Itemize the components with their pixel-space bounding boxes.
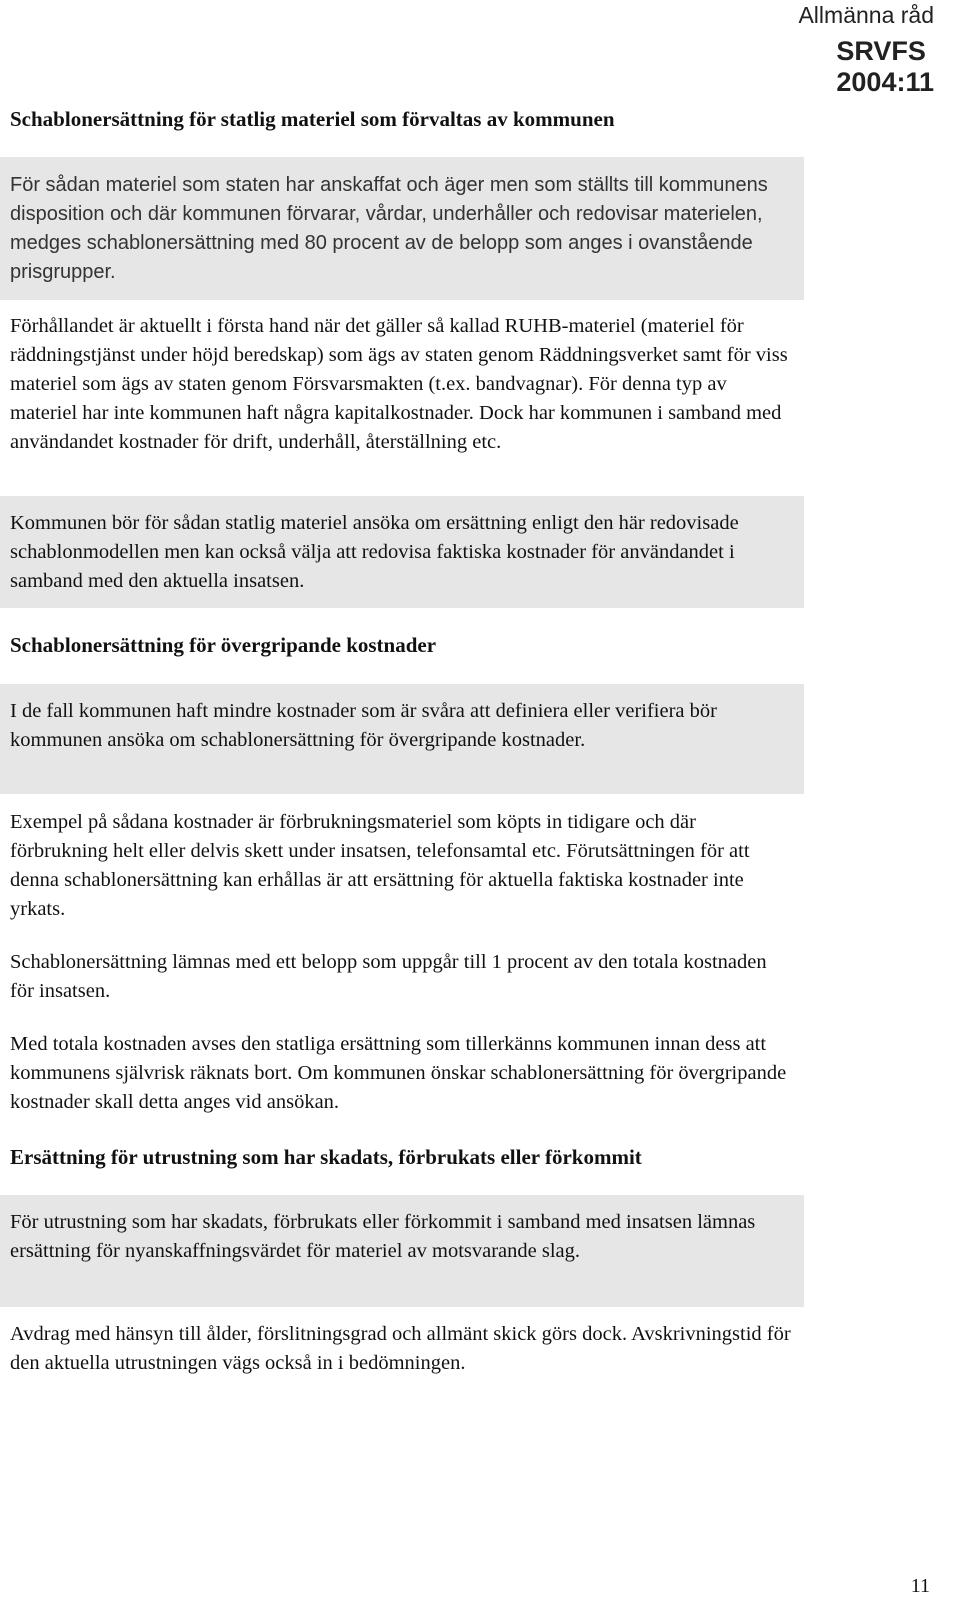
section-heading-statlig-materiel: Schablonersättning för statlig materiel som förvaltas av kommunen [10, 107, 615, 131]
advice-paragraph: För sådan materiel som staten har anskaffat och äger men som ställts till kommunens disposition och där kommunen förvarar, vårdar, underhåller och redovisar materielen, medges schablonersättning med 80 procent av de belopp som anges i ovanstående prisgrupper. [10, 174, 768, 283]
body-paragraph [0, 808, 804, 928]
advice-box-overgripande [0, 684, 804, 794]
advice-box-statlig-materiel [0, 157, 804, 300]
document-type-label: Allmänna råd [798, 2, 934, 28]
body-paragraph-text: Med totala kostnaden avses den statliga ersättning som tillerkänns kommunen innan dess att kommunens självrisk räknats bort. Om kommunen önskar schablonersättning för övergripande kostnader skall detta anges vid ansökan. [10, 1033, 787, 1113]
body-paragraph-text: Avdrag med hänsyn till ålder, förslitningsgrad och allmänt skick görs dock. Avskrivningstid för den aktuella utrustningen vägs också in i bedömningen. [10, 1323, 791, 1374]
body-paragraph [0, 1030, 804, 1120]
advice-paragraph: Kommunen bör för sådan statlig materiel ansöka om ersättning enligt den här redovisade schablonmodellen men kan också välja att redovisa faktiska kostnader för användandet i samband med den aktuella insatsen. [10, 512, 739, 592]
regulation-code-series: SRVFS [836, 36, 926, 66]
body-paragraph [0, 1320, 804, 1380]
section-heading-utrustning: Ersättning för utrustning som har skadats, förbrukats eller förkommit [10, 1145, 642, 1169]
regulation-code-number: 2004:11 [836, 67, 934, 97]
body-paragraph-text: Exempel på sådana kostnader är förbrukningsmateriel som köpts in tidigare och där förbrukning helt eller delvis skett under insatsen, telefonsamtal etc. Förutsättningen för att denna schablonersättning kan erhållas är att ersättning för aktuella faktiska kostnader inte yrkats. [10, 811, 750, 920]
section-heading-overgripande-kostnader: Schablonersättning för övergripande kostnader [10, 633, 437, 657]
advice-paragraph: I de fall kommunen haft mindre kostnader som är svåra att definiera eller verifiera bör kommunen ansöka om schablonersättning för övergripande kostnader. [10, 700, 717, 751]
advice-paragraph: För utrustning som har skadats, förbrukats eller förkommit i samband med insatsen lämnas ersättning för nyanskaffningsvärdet för materiel av motsvarande slag. [10, 1211, 756, 1262]
body-paragraph [0, 948, 804, 1008]
page-number: 11 [910, 1575, 930, 1597]
advice-box-utrustning [0, 1195, 804, 1307]
body-paragraph [0, 312, 804, 490]
regulation-code [836, 36, 934, 98]
body-paragraph-text: Förhållandet är aktuellt i första hand när det gäller så kallad RUHB-materiel (materiel för räddningstjänst under höjd beredskap) som ägs av staten genom Räddningsverket samt för viss materiel som ägs av staten genom Försvarsmakten (t.ex. bandvagnar). För denna typ av materiel har inte kommunen haft några kapitalkostnader. Dock har kommunen i samband med användandet kostnader för drift, underhåll, återställning etc. [10, 315, 788, 453]
body-paragraph-text: Schablonersättning lämnas med ett belopp som uppgår till 1 procent av den totala kostnaden för insatsen. [10, 951, 767, 1002]
advice-box-ansokan [0, 496, 804, 608]
